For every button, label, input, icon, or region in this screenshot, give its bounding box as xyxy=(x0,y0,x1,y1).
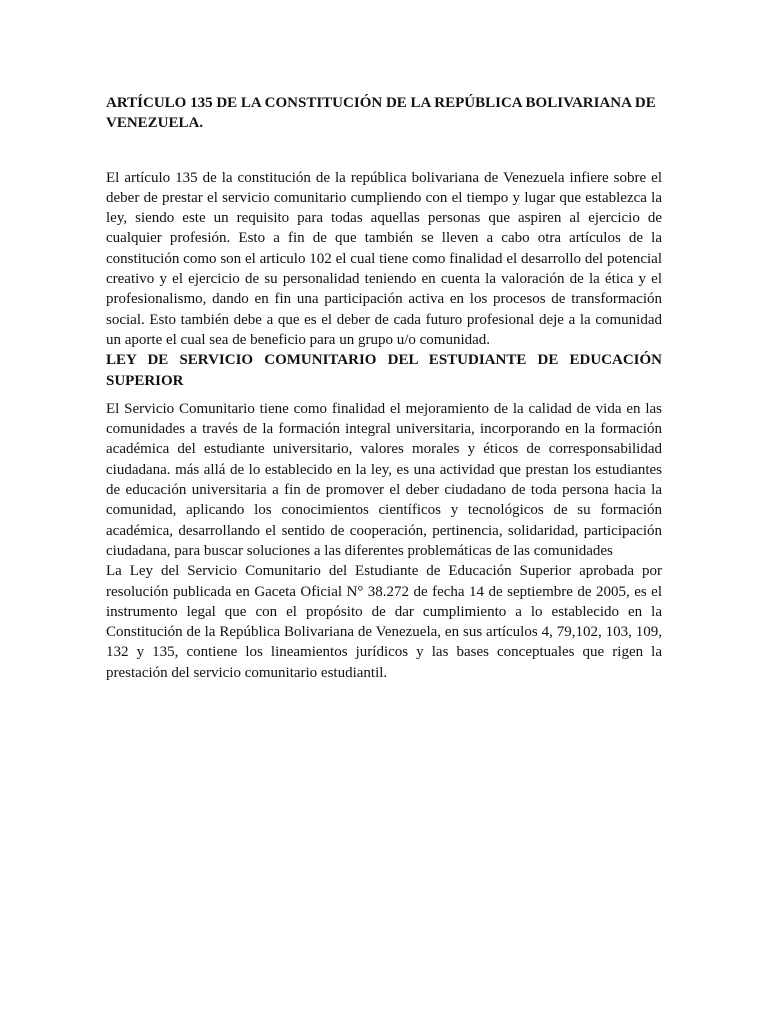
heading-ley-servicio-comunitario: LEY DE SERVICIO COMUNITARIO DEL ESTUDIANTE DE EDUCACIÓN SUPERIOR xyxy=(106,352,662,389)
paragraph-articulo-135: El artículo 135 de la constitución de la república bolivariana de Venezuela infiere sobre el deber de prestar el servicio comunitario cumpliendo con el tiempo y lugar que establezca la ley, siendo este un requisito para todas aquellas personas que aspiren al ejercicio de cualquier profesión. Esto a fin de que también se lleven a cabo otra artículos de la constitución como son el articulo 102 el cual tiene como finalidad el desarrollo del potencial creativo y el ejercicio de su personalidad teniendo en cuenta la valoración de la ética y el profesionalismo, dando en fin una participación activa en los procesos de transformación social. Esto también debe a que es el deber de cada futuro profesional deje a la comunidad un aporte el cual sea de beneficio para un grupo u/o comunidad. xyxy=(106,169,662,348)
document-body xyxy=(106,93,662,683)
heading-articulo-135: ARTÍCULO 135 DE LA CONSTITUCIÓN DE LA REPÚBLICA BOLIVARIANA DE VENEZUELA. xyxy=(106,95,656,132)
paragraph-servicio-comunitario: El Servicio Comunitario tiene como finalidad el mejoramiento de la calidad de vida en las comunidades a través de la formación integral universitaria, incorporando en la formación académica del estudiante universitario, valores morales y éticos de corresponsabilidad ciudadana. más allá de lo establecido en la ley, es una actividad que prestan los estudiantes de educación universitaria a fin de promover el deber ciudadano de toda persona hacia la comunidad, aplicando los conocimientos científicos y tecnológicos de su formación académica, desarrollando el sentido de cooperación, pertinencia, solidaridad, participación ciudadana, para buscar soluciones a las diferentes problemáticas de las comunidades xyxy=(106,400,662,559)
paragraph-ley-gaceta-oficial: La Ley del Servicio Comunitario del Estudiante de Educación Superior aprobada por resolución publicada en Gaceta Oficial N° 38.272 de fecha 14 de septiembre de 2005, es el instrumento legal que con el propósito de dar cumplimiento a lo establecido en la Constitución de la República Bolivariana de Venezuela, en sus artículos 4, 79,102, 103, 109, 132 y 135, contiene los lineamientos jurídicos y las bases conceptuales que rigen la prestación del servicio comunitario estudiantil. xyxy=(106,563,662,681)
